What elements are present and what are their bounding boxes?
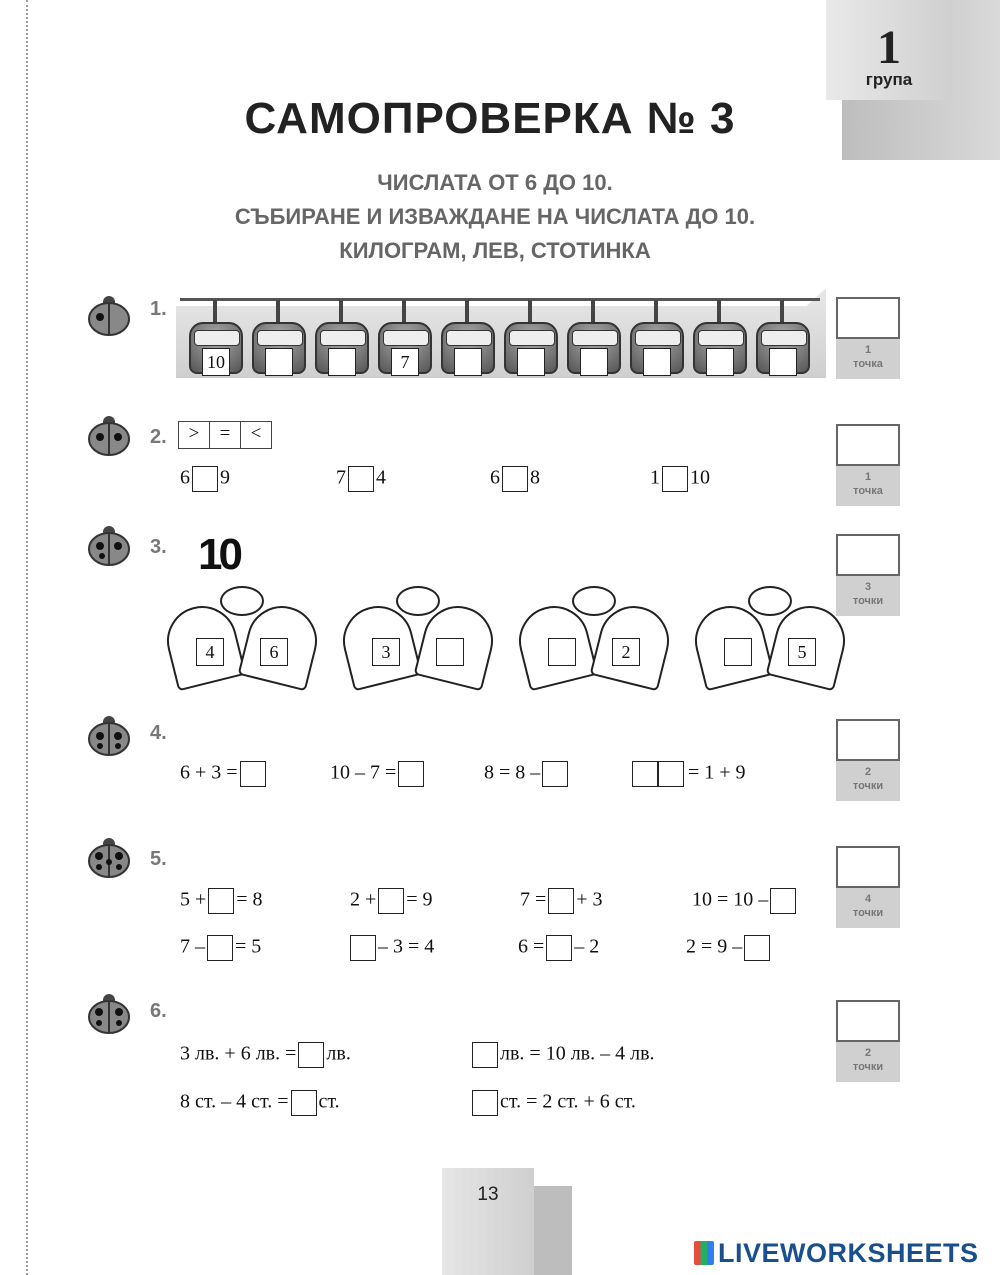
answer-box[interactable]	[240, 761, 266, 787]
bow-icon	[748, 586, 792, 616]
bow-icon	[572, 586, 616, 616]
score-input[interactable]	[836, 1000, 900, 1042]
compare-item: 1 10	[650, 466, 710, 492]
answer-box[interactable]	[350, 935, 376, 961]
bell-box[interactable]: 3	[372, 638, 400, 666]
page-title: САМОПРОВЕРКА № 3	[244, 94, 736, 143]
score-input[interactable]	[836, 719, 900, 761]
gondola	[628, 300, 686, 378]
score-box	[836, 846, 900, 928]
gondola	[313, 300, 371, 378]
bell-box[interactable]: 5	[788, 638, 816, 666]
gondola-number-box[interactable]	[643, 348, 671, 376]
score-input[interactable]	[836, 846, 900, 888]
money-equation: ст. = 2 ст. + 6 ст.	[470, 1090, 636, 1116]
answer-box[interactable]	[546, 935, 572, 961]
task-number: 6.	[150, 1000, 167, 1022]
equation: 6 = – 2	[518, 935, 599, 961]
equation: – 3 = 4	[348, 935, 434, 961]
subtitle-line-2: СЪБИРАНЕ И ИЗВАЖДАНЕ НА ЧИСЛАТА ДО 10.	[234, 204, 756, 229]
gondola	[187, 300, 245, 378]
sign-less: <	[250, 423, 262, 444]
answer-box[interactable]	[770, 888, 796, 914]
equation: 7 – = 5	[180, 935, 261, 961]
ladybug-icon	[86, 990, 132, 1034]
equation: 10 – 7 =	[330, 761, 426, 787]
equation: 6 + 3 =	[180, 761, 268, 787]
bow-icon	[220, 586, 264, 616]
task-number: 1.	[150, 298, 167, 320]
gondola-number-box[interactable]	[265, 348, 293, 376]
bells-pair	[160, 586, 324, 692]
brand-logo[interactable]: LIVEWORKSHEETS	[694, 1238, 979, 1269]
equation: = 1 + 9	[632, 761, 746, 787]
bow-icon	[396, 586, 440, 616]
bells-pair	[688, 586, 852, 692]
equation: 2 + = 9	[350, 888, 433, 914]
compare-item: 6 9	[180, 466, 230, 492]
equation: 5 + = 8	[180, 888, 263, 914]
ladybug-icon	[86, 412, 132, 456]
answer-box[interactable]	[291, 1090, 317, 1116]
group-number: 1	[877, 21, 901, 74]
compare-item: 6 8	[490, 466, 540, 492]
compare-item: 7 4	[336, 466, 386, 492]
liveworksheets-icon	[694, 1241, 714, 1265]
score-box	[836, 1000, 900, 1082]
bells-pair	[512, 586, 676, 692]
ladybug-icon	[86, 292, 132, 336]
bell-box[interactable]: 2	[612, 638, 640, 666]
answer-box[interactable]	[548, 888, 574, 914]
group-label: група	[865, 70, 913, 89]
gondola-number-box[interactable]	[328, 348, 356, 376]
bell-box[interactable]: 6	[260, 638, 288, 666]
bells-pair	[336, 586, 500, 692]
answer-box[interactable]	[208, 888, 234, 914]
bell-box[interactable]	[548, 638, 576, 666]
answer-box[interactable]	[472, 1090, 498, 1116]
equation: 2 = 9 –	[686, 935, 772, 961]
money-equation: лв. = 10 лв. – 4 лв.	[470, 1042, 655, 1068]
score-box	[836, 297, 900, 379]
gondola	[376, 300, 434, 378]
answer-box[interactable]	[298, 1042, 324, 1068]
ladybug-icon	[86, 712, 132, 756]
equation: 8 = 8 –	[484, 761, 570, 787]
gondola-number-box[interactable]	[769, 348, 797, 376]
answer-box[interactable]	[502, 466, 528, 492]
answer-box[interactable]	[472, 1042, 498, 1068]
comparison-signs	[178, 421, 272, 449]
task-number: 3.	[150, 536, 167, 558]
target-number: 10	[198, 530, 239, 579]
answer-box[interactable]	[632, 761, 658, 787]
answer-box[interactable]	[658, 761, 684, 787]
perforation-line	[26, 0, 28, 1275]
ladybug-icon	[86, 522, 132, 566]
score-label: 4 точки	[836, 888, 900, 928]
subtitle-line-1: ЧИСЛАТА ОТ 6 ДО 10.	[377, 170, 613, 195]
gondola	[502, 300, 560, 378]
gondola-number-box[interactable]	[517, 348, 545, 376]
equation: 7 = + 3	[520, 888, 603, 914]
task-number: 4.	[150, 722, 167, 744]
score-label: 1 точка	[836, 466, 900, 506]
score-input[interactable]	[836, 534, 900, 576]
answer-box[interactable]	[378, 888, 404, 914]
answer-box[interactable]	[398, 761, 424, 787]
gondola	[565, 300, 623, 378]
page-tab-shadow	[534, 1186, 572, 1275]
answer-box[interactable]	[542, 761, 568, 787]
score-input[interactable]	[836, 424, 900, 466]
money-equation: 8 ст. – 4 ст. = ст.	[180, 1090, 340, 1116]
score-label: 2 точки	[836, 1042, 900, 1082]
sign-greater: >	[179, 422, 210, 448]
answer-box[interactable]	[192, 466, 218, 492]
score-input[interactable]	[836, 297, 900, 339]
gondola-number-box[interactable]	[454, 348, 482, 376]
bell-box[interactable]: 4	[196, 638, 224, 666]
gondola-number-box[interactable]	[580, 348, 608, 376]
ladybug-icon	[86, 834, 132, 878]
answer-box[interactable]	[348, 466, 374, 492]
gondola-number-box[interactable]: 10	[202, 348, 230, 376]
bell-box[interactable]	[724, 638, 752, 666]
score-label: 2 точки	[836, 761, 900, 801]
answer-box[interactable]	[207, 935, 233, 961]
money-equation: 3 лв. + 6 лв. = лв.	[180, 1042, 351, 1068]
sign-equal: =	[210, 422, 241, 448]
gondola	[754, 300, 812, 378]
answer-box[interactable]	[744, 935, 770, 961]
answer-box[interactable]	[662, 466, 688, 492]
bell-box[interactable]	[436, 638, 464, 666]
score-label: 1 точка	[836, 339, 900, 379]
score-box	[836, 719, 900, 801]
gondola	[250, 300, 308, 378]
gondola-number-box[interactable]	[706, 348, 734, 376]
gondola-number-box[interactable]: 7	[391, 348, 419, 376]
task-number: 5.	[150, 848, 167, 870]
equation: 10 = 10 –	[692, 888, 798, 914]
group-tab	[826, 0, 952, 100]
gondola	[691, 300, 749, 378]
score-box	[836, 424, 900, 506]
gondola	[439, 300, 497, 378]
subtitle-line-3: КИЛОГРАМ, ЛЕВ, СТОТИНКА	[339, 238, 651, 263]
task-number: 2.	[150, 426, 167, 448]
score-label: 3 точки	[836, 576, 900, 616]
page-number: 13	[477, 1184, 499, 1205]
